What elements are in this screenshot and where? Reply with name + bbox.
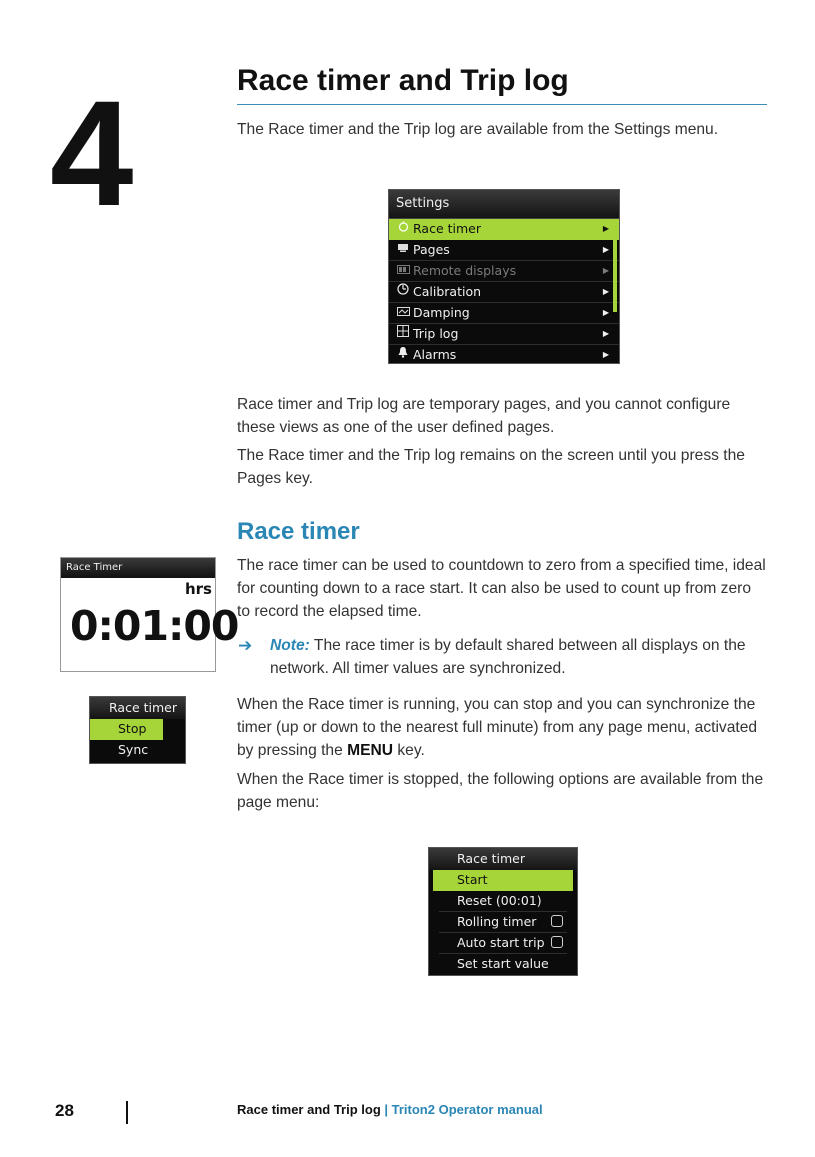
running-paragraph — [237, 693, 767, 762]
stopped-menu-label: Rolling timer — [457, 914, 537, 929]
stopped-menu-label: Reset (00:01) — [457, 893, 542, 908]
settings-item-remote-displays[interactable] — [389, 261, 619, 282]
settings-item-label: Alarms — [413, 347, 457, 362]
menu-scrollbar[interactable] — [613, 224, 617, 312]
timer-value: 0:01:00 — [70, 602, 239, 650]
settings-item-calibration[interactable] — [389, 282, 619, 303]
settings-menu — [388, 189, 620, 364]
settings-item-label: Race timer — [413, 221, 481, 236]
stopped-menu-start[interactable] — [433, 870, 573, 891]
chevron-right-icon: ▶ — [602, 350, 609, 359]
chevron-right-icon: ▶ — [602, 308, 609, 317]
menu-key-label: MENU — [347, 742, 394, 759]
chevron-right-icon: ▶ — [602, 329, 609, 338]
running-menu-label: Stop — [118, 721, 147, 736]
settings-item-race-timer[interactable] — [389, 219, 619, 240]
settings-item-pages[interactable] — [389, 240, 619, 261]
settings-item-label: Calibration — [413, 284, 482, 299]
page-number: 28 — [55, 1101, 74, 1120]
footer-manual: Triton2 Operator manual — [391, 1102, 543, 1117]
section-heading: Race timer — [237, 518, 360, 545]
chapter-title: Race timer and Trip log — [237, 64, 569, 97]
running-menu-label: Sync — [118, 742, 149, 757]
chevron-right-icon: ▶ — [602, 224, 609, 233]
settings-item-label: Damping — [413, 305, 470, 320]
chevron-right-icon: ▶ — [602, 245, 609, 254]
title-rule — [237, 104, 767, 105]
pages-icon — [396, 240, 410, 260]
settings-item-alarms[interactable] — [389, 345, 619, 365]
remote-displays-icon — [396, 261, 410, 281]
running-menu-stop[interactable] — [90, 719, 163, 740]
trip-log-icon — [396, 324, 410, 344]
running-timer-menu — [89, 696, 186, 764]
settings-menu-title: Settings — [389, 190, 619, 219]
running-text: When the Race timer is running, you can stop and you can synchronize the timer (up or down to the nearest full minute) from any page menu, activated by pressing the — [237, 696, 758, 759]
bell-icon — [396, 345, 410, 365]
rolling-timer-checkbox[interactable] — [551, 915, 563, 927]
footer-section: Race timer and Trip log — [237, 1102, 381, 1117]
temporary-paragraph: Race timer and Trip log are temporary pages, and you cannot configure these views as one of the user defined pages. — [237, 396, 731, 436]
settings-item-damping[interactable] — [389, 303, 619, 324]
running-menu-title: Race timer — [90, 697, 185, 719]
chevron-right-icon: ▶ — [602, 266, 609, 275]
footer-divider — [126, 1101, 128, 1124]
arrow-right-icon: ➔ — [238, 636, 253, 655]
note-label: Note: — [270, 637, 310, 654]
running-text-end: key. — [397, 742, 425, 759]
stopped-menu-label: Start — [457, 872, 488, 887]
footer-separator: | — [380, 1102, 392, 1117]
timer-unit: hrs — [184, 580, 212, 598]
stopped-paragraph: When the Race timer is stopped, the following options are available from the page menu: — [237, 771, 764, 811]
damping-icon — [396, 303, 410, 323]
stopped-menu-reset[interactable] — [439, 891, 567, 912]
stopped-menu-set-start-value[interactable] — [439, 954, 567, 974]
auto-start-trip-checkbox[interactable] — [551, 936, 563, 948]
chevron-right-icon: ▶ — [602, 287, 609, 296]
settings-item-label: Pages — [413, 242, 450, 257]
stopped-menu-label: Set start value — [457, 956, 549, 971]
intro-paragraph: The Race timer and the Trip log are available from the Settings menu. — [237, 121, 719, 138]
timer-icon — [396, 219, 410, 239]
chapter-number: 4 — [50, 69, 130, 237]
race-timer-paragraph: The race timer can be used to countdown to zero from a specified time, ideal for counting down to a race start. It can also be used to count up from zero to record the elapsed time. — [237, 557, 766, 620]
remains-paragraph: The Race timer and the Trip log remains on the screen until you press the Pages key. — [237, 447, 745, 487]
note-text: The race timer is by default shared between all displays on the network. All timer values are synchronized. — [270, 637, 746, 677]
note-paragraph — [270, 634, 770, 680]
settings-item-trip-log[interactable] — [389, 324, 619, 345]
settings-item-label: Trip log — [413, 326, 459, 341]
timer-title: Race Timer — [61, 558, 215, 578]
running-footer — [237, 1102, 543, 1117]
stopped-menu-rolling-timer[interactable] — [439, 912, 567, 933]
stopped-menu-auto-start-trip[interactable] — [439, 933, 567, 954]
race-timer-display — [60, 557, 239, 672]
stopped-menu-label: Auto start trip — [457, 935, 545, 950]
calibration-icon — [396, 282, 410, 302]
stopped-menu-title: Race timer — [429, 848, 577, 870]
stopped-timer-menu — [428, 847, 578, 976]
running-menu-sync[interactable] — [90, 740, 163, 760]
settings-item-label: Remote displays — [413, 263, 517, 278]
